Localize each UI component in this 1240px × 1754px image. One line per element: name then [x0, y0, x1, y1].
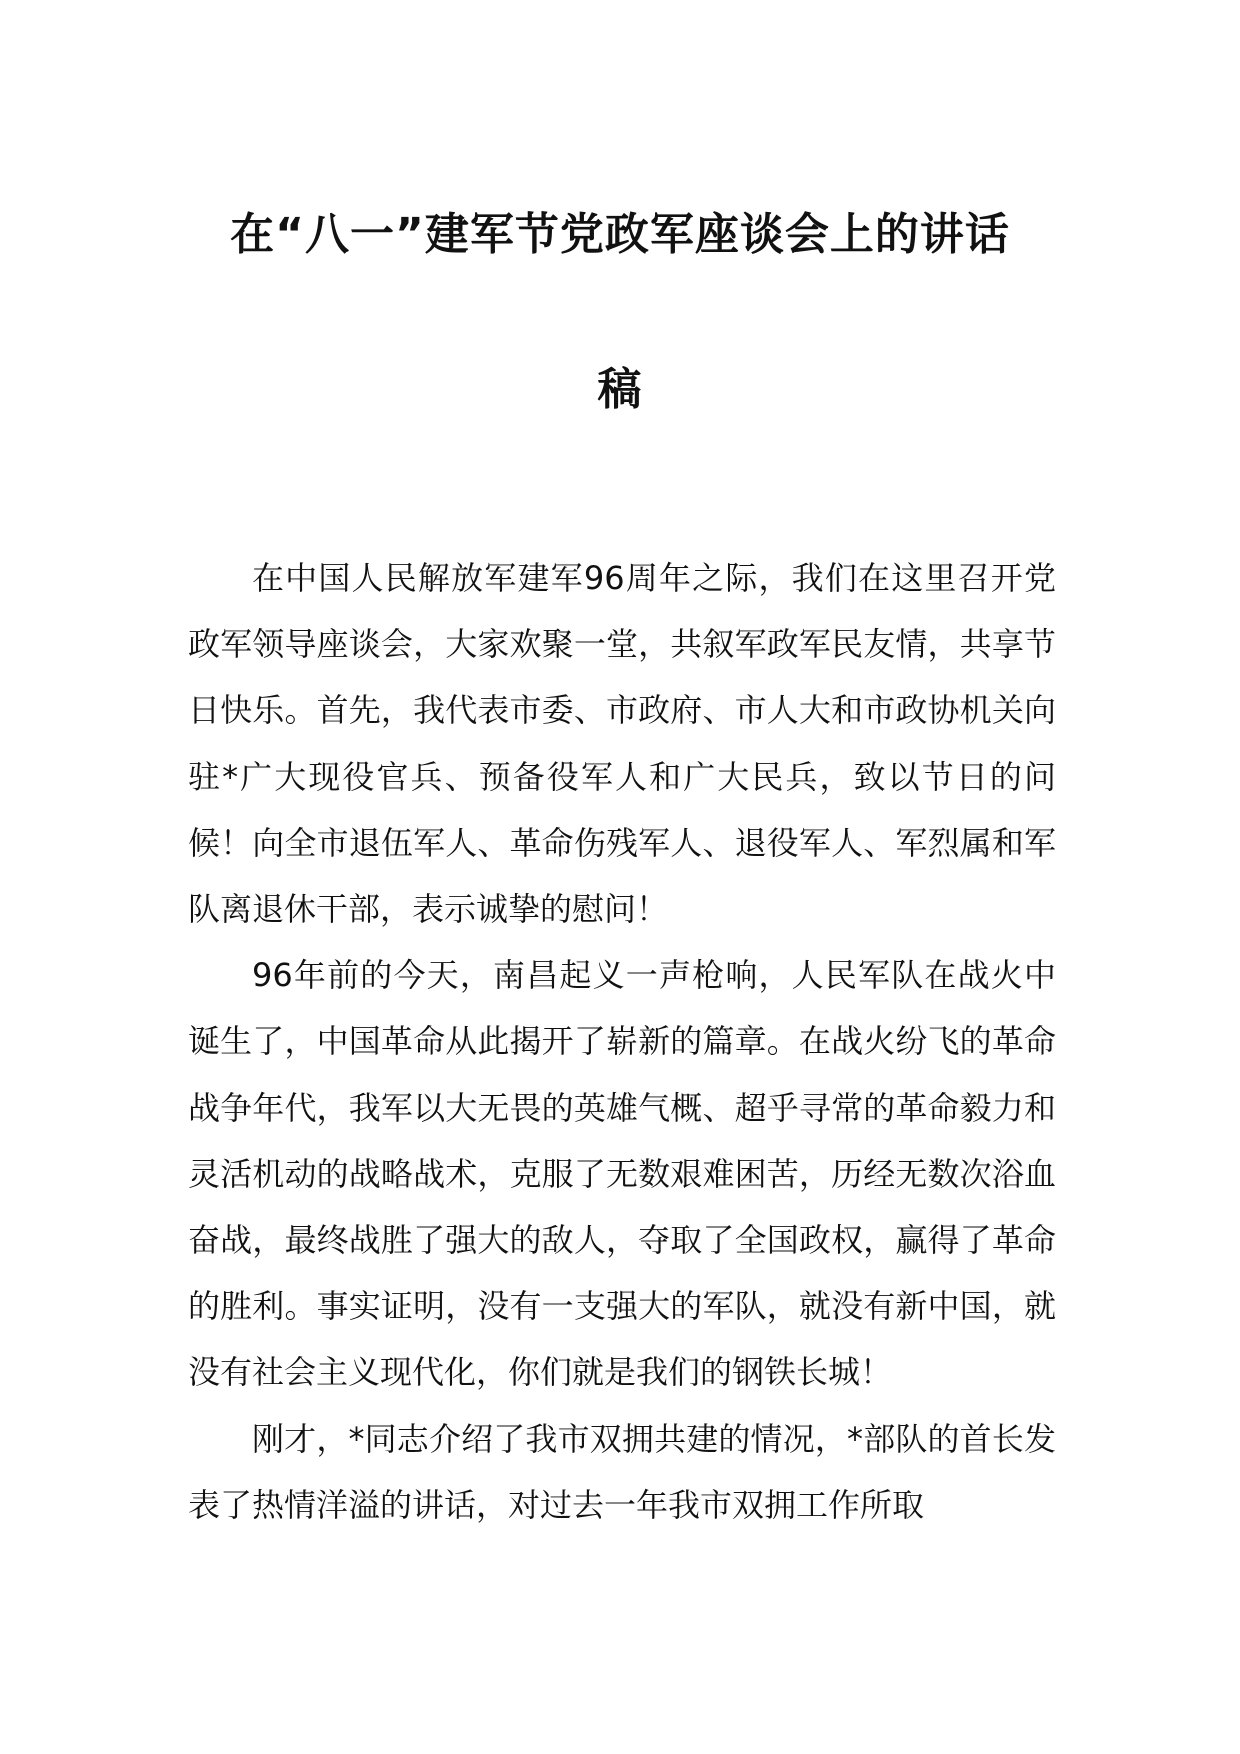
paragraph-3: 刚才，*同志介绍了我市双拥共建的情况，*部队的首长发表了热情洋溢的讲话，对过去一年我市双拥工作所取 — [188, 1419, 1056, 1524]
document-body — [188, 545, 1056, 1538]
document-title-line-2: 稿 — [597, 364, 643, 415]
paragraph-2: 96年前的今天，南昌起义一声枪响，人民军队在战火中诞生了，中国革命从此揭开了崭新的篇章。在战火纷飞的革命战争年代，我军以大无畏的英雄气概、超乎寻常的革命毅力和灵活机动的战略战术，克服了无数艰难困苦，历经无数次浴血奋战，最终战胜了强大的敌人，夺取了全国政权，赢得了革命的胜利。事实证明，没有一支强大的军队，就没有新中国，就没有社会主义现代化，你们就是我们的钢铁长城！ — [188, 956, 1056, 1392]
paragraph-1: 在中国人民解放军建军96周年之际，我们在这里召开党政军领导座谈会，大家欢聚一堂，共叙军政军民友情，共享节日快乐。首先，我代表市委、市政府、市人大和市政协机关向驻*广大现役官兵、预备役军人和广大民兵，致以节日的问候！向全市退伍军人、革命伤残军人、退役军人、军烈属和军队离退休干部，表示诚挚的慰问！ — [188, 559, 1056, 929]
document-title-line-1: 在“八一”建军节党政军座谈会上的讲话 — [230, 209, 1010, 260]
